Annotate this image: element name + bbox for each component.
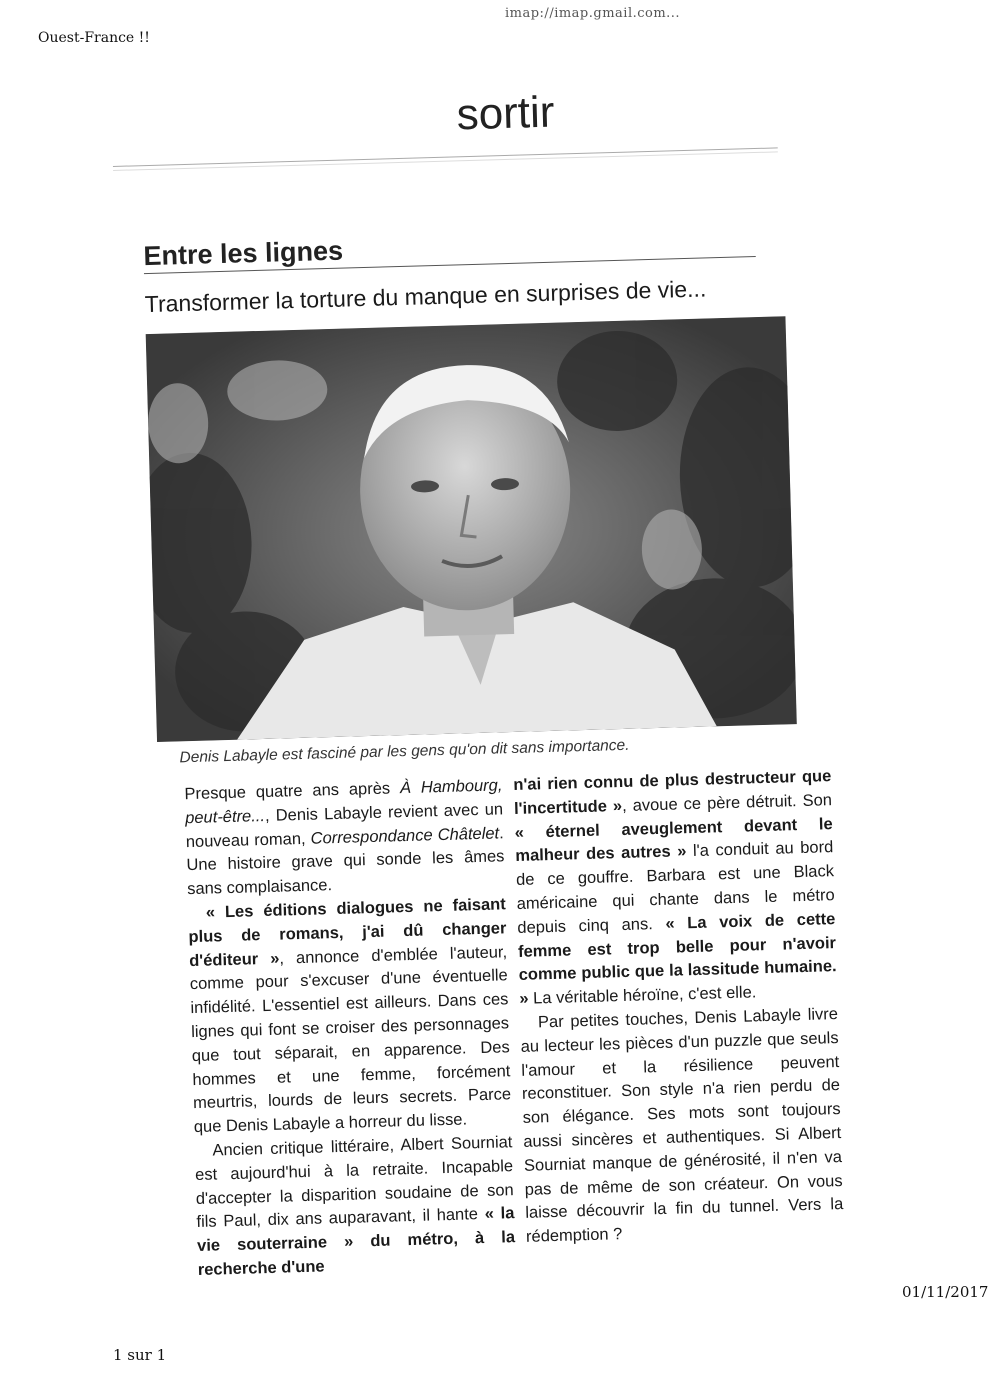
book-title: Correspondance Châtelet — [310, 824, 500, 848]
url-fragment: imap://imap.gmail.com... — [505, 6, 681, 21]
book-title: À Hambourg, peut-être... — [184, 776, 503, 827]
quote: n'ai rien connu de plus destructeur que l'incertitude » — [513, 767, 832, 818]
page-header-left: Ouest-France !! — [38, 30, 150, 46]
quote: « La voix de cette femme est trop belle pour n'avoir comme public que la lassitude humaine. » — [517, 909, 837, 1009]
paragraph — [194, 1131, 516, 1283]
text: . Une histoire grave qui sonde les âmes sans complaisance. — [186, 823, 505, 899]
column-title: Entre les lignes — [143, 235, 344, 272]
text: La véritable héroïne, c'est elle. — [528, 983, 757, 1008]
article-column-left — [184, 774, 516, 1282]
text: Presque quatre ans après — [184, 779, 401, 804]
section-rule — [113, 147, 778, 167]
section-title: sortir — [455, 87, 556, 140]
article-headline: Transformer la torture du manque en surprises de vie... — [144, 275, 707, 318]
quote: « la vie souterraine » du métro, à la recherche d'une — [196, 1204, 516, 1279]
print-date: 01/11/2017 — [902, 1283, 989, 1301]
paragraph — [188, 893, 513, 1140]
quote: « Les éditions dialogues ne faisant plus de romans, j'ai dû changer d'éditeur » — [188, 895, 507, 970]
paragraph: Par petites touches, Denis Labayle livre au lecteur les pièces d'un puzzle que seuls l'amour et la résilience peuvent reconstituer. Son style n'a rien perdu de son élégance. Ses mots sont toujours aussi sincères et authentiques. Si Albert Sourniat manque de générosité, il n'en va pas de même de son créateur. On vous laisse découvrir la fin du tunnel. Vers la rédemption ? — [520, 1005, 844, 1246]
text: l'a conduit au bord de ce gouffre. Barbara est une Black américaine qui chante dans le métro depuis cinq ans. — [515, 838, 835, 937]
portrait-image — [146, 316, 797, 742]
text: , annonce d'emblée l'auteur, comme pour s'excuser d'une éventuelle infidélité. L'essentiel est ailleurs. Dans ces lignes qui font se croiser des personnages que tout séparait, en apparence. Des hommes et une femme, forcément meurtris, lourds de leurs secrets. Parce que Denis Labayle a horreur du lisse. — [189, 942, 512, 1137]
page-count: 1 sur 1 — [113, 1346, 167, 1364]
text: Ancien critique littéraire, Albert Sourniat est aujourd'hui à la retraite. Incapable d'accepter la disparition soudaine de son fils Paul, dix ans auparavant, il hante — [194, 1133, 514, 1232]
quote: « éternel aveuglement devant le malheur des autres » — [514, 814, 833, 866]
paragraph — [184, 774, 505, 902]
article-column-right — [513, 765, 844, 1250]
author-photo — [146, 316, 797, 742]
text: , Denis Labayle revient avec un nouveau roman, — [185, 800, 504, 851]
newspaper-clipping — [110, 40, 844, 1299]
text: , avoue ce père détruit. Son — [621, 790, 833, 815]
section-rule-light — [113, 151, 778, 171]
paragraph — [513, 765, 838, 1012]
photo-caption: Denis Labayle est fasciné par les gens qu'on dit sans importance. — [179, 736, 630, 767]
